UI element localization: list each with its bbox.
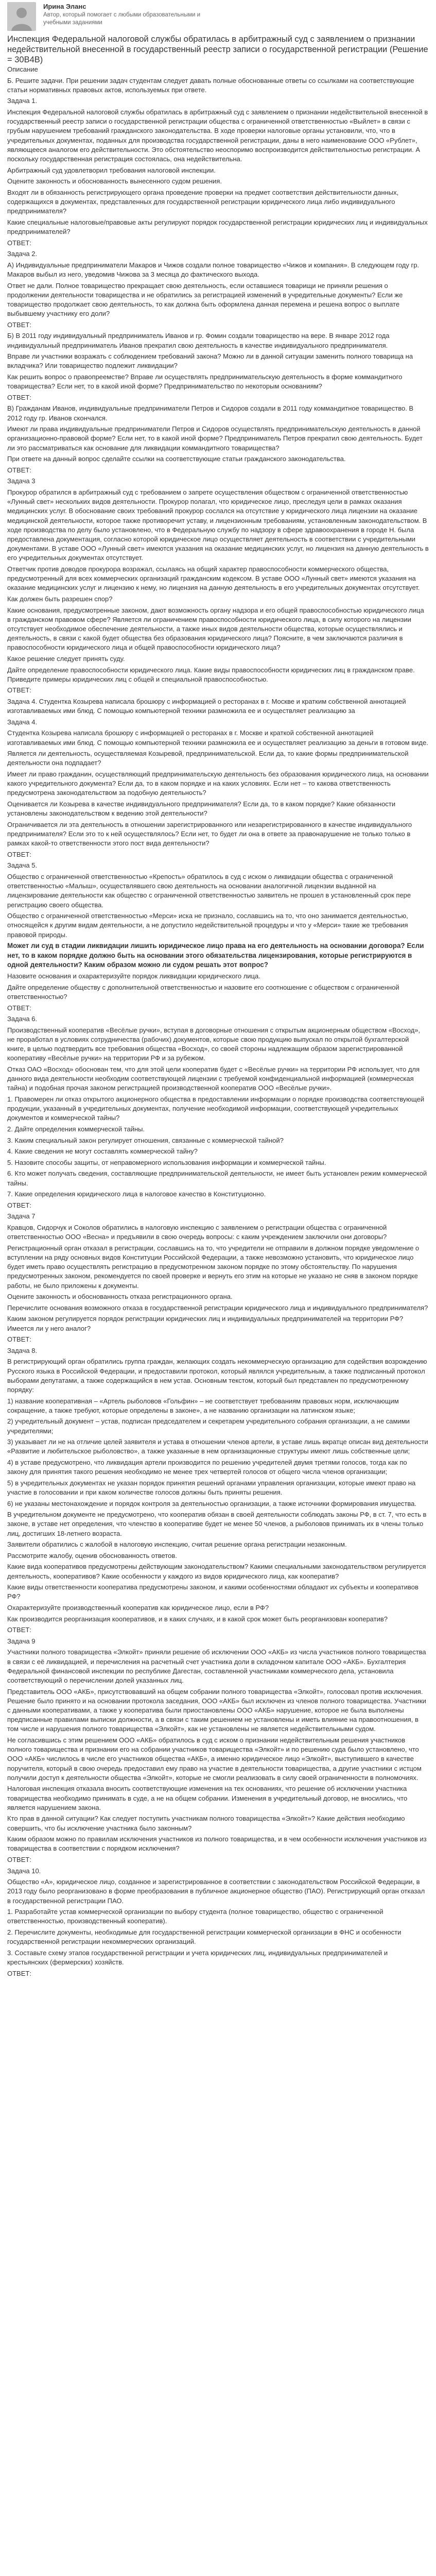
paragraph: ОТВЕТ: <box>7 1335 31 1344</box>
paragraph: Задача 7 <box>7 1212 36 1221</box>
paragraph: Задача 9 <box>7 1637 36 1645</box>
paragraph: Кто прав в данной ситуации? Как следует поступить участникам полного товарищества «Элкойт»? Какие действия необходимо совершить, что бы исключение участника было законным? <box>7 1815 405 1832</box>
paragraph: Ответ не дали. Полное товарищество прекращает свою деятельность, если оставшиеся товарищи не приняли решения о продолжении деятельности товарищества и не обратились за регистрацией изменений в учредительные документы? Если же товарищество продолжает свою деятельность, то как должна быть оформлена данная перемена и решена вопрос о выплате выбывшему участнику его доли? <box>7 281 403 318</box>
paragraph: ОТВЕТ: <box>7 1201 31 1209</box>
paragraph: 2. Дайте определения коммерческой тайны. <box>7 1125 145 1133</box>
paragraph: Какое решение следует принять суду. <box>7 654 125 663</box>
author-description <box>43 11 200 26</box>
paragraph: 6. Кто может получать сведения, составляющие предпринимательской деятельности, не имеет быть установлен режим коммерческой тайны. <box>7 1170 427 1187</box>
paragraph: Б. Решите задачи. При решении задач студентам следует давать полные обоснованные ответы со ссылками на соответствующие статьи нормативных правовых актов, используемых при ответе. <box>7 76 414 94</box>
author-block <box>7 0 429 31</box>
paragraph: Отказ ОАО «Восход» обоснован тем, что для этой цели кооператив будет с «Весёлые ручки» на территории РФ использует, что для данного вида деятельности необходим соответствующей лицензии с требуемой конфиденциальной информацией (коммерческая тайна) и подобная прочая законом регистрацией производственной кооператив ООО «Весёлые ручки». <box>7 1065 420 1092</box>
paragraph: ОТВЕТ: <box>7 393 31 401</box>
paragraph: Дайте определение обществу с дополнительной ответственностью и назовите его соотношение с обществом с ограниченной ответственностью? <box>7 983 399 1001</box>
paragraph: Кравцов, Сидорчук и Соколов обратились в налоговую инспекцию с заявлением о регистрации общества с ограниченной ответственностью ООО «Весна» и предъявили в свою очередь вопросы: с каким учреждением заключили они договоры? <box>7 1224 387 1241</box>
paragraph: 4. Какие сведения не могут составлять коммерческой тайну? <box>7 1147 198 1156</box>
author-avatar[interactable] <box>7 2 36 31</box>
paragraph: ОТВЕТ: <box>7 1855 31 1863</box>
paragraph: Описание <box>7 65 38 73</box>
paragraph: При ответе на данный вопрос сделайте ссылки на соответствующие статьи гражданского законодательства. <box>7 455 346 463</box>
paragraph: Как должен быть разрешен спор? <box>7 595 113 603</box>
paragraph: В учредительном документе не предусмотрено, что кооператив обязан в своей деятельности соблюдать законы РФ, в ст. 7, что есть в законе, в уставе нет определения, что членство в кооперативе будет не менее 50 членов, а рыболовов принимать их в члены только лиц, достигших 18-летнего возраста. <box>7 1511 427 1537</box>
paragraph: Назовите основания и охарактеризуйте порядок ликвидации юридического лица. <box>7 972 260 980</box>
paragraph: ОТВЕТ: <box>7 1969 31 1977</box>
paragraph: Общество «А», юридическое лицо, созданное и зарегистрированное в соответствии с законодательством Российской Федерации, в 2013 году было реорганизовано в форме преобразования в публичное акционерное общество (ПАО). Регистрирующий орган отказал в государственной регистрации ПАО. <box>7 1878 425 1905</box>
paragraph: ОТВЕТ: <box>7 239 31 247</box>
paragraph: Задача 10. <box>7 1867 41 1875</box>
paragraph: ОТВЕТ: <box>7 466 31 474</box>
paragraph: Задача 4. <box>7 718 38 726</box>
paragraph: Общество с ограниченной ответственностью «Крепость» обратилось в суд с иском о ликвидации общества с ограниченной ответственностью «Малыш», осуществлявшего свою деятельность на основании аналогичной лицензии выданной на лицензирование деятельности как общество с ограниченной ответственностью заявитель не прошел в установленный срок пере регистрацию своего общества. <box>7 872 411 909</box>
paragraph: 4) в уставе предусмотрено, что ликвидация артели производится по решению учредителей двумя третями голосов, тогда как по закону для принятия такого решения необходимо не менее трех четвертей голосов от общего числа членов организации; <box>7 1458 407 1476</box>
paragraph: Вправе ли участники возражать с соблюдением требований закона? Можно ли в данной ситуации заменить полного товарища на вкладчика? Или товарищество подлежит ликвидации? <box>7 352 413 370</box>
paragraph: Задача 6. <box>7 1015 38 1023</box>
paragraph: Представитель ООО «АКБ», присутствовавший на общем собрании полного товарищества «Элкойт», голосовал против исключения. Решение было принято и на основании протокола заседания, ООО «АКБ» был исключен из членов полного товарищества. Участники с данными кооперативами, а также у кооператива были приостановлены ООО «АКБ» нарушение, которое не была выполнены предписанные правилами выписки должности, а в связи с таким решением не установлены и иметь влияние на правоотношения, в том числе и нарушения полного товарищества «Элкойт», как не установлены не является недействительными судом. <box>7 1687 426 1733</box>
author-description-line: учебными заданиями <box>43 19 102 26</box>
paragraph: ОТВЕТ: <box>7 1004 31 1012</box>
paragraph: 3. Каким специальный закон регулирует отношения, связанные с коммерческой тайной? <box>7 1136 284 1144</box>
paragraph: Дайте определение правоспособности юридического лица. Какие виды правоспособности юридических лиц в гражданском праве. Приведите примеры юридических лиц с общей и специальной правоспособностью. <box>7 666 415 683</box>
paragraph: Задача 1. <box>7 97 38 105</box>
paragraph: Является ли деятельность, осуществляемая Козыревой, предпринимательской. Если да, то какие формы предпринимательской деятельности она подпадает? <box>7 750 409 767</box>
paragraph: Ответчик против доводов прокурора возражал, ссылаясь на общий характер правоспособности коммерческого общества, предусмотренный для всех коммерческих организаций гражданским кодексом. В уставе ООО «Лунный свет» имеются указания на оказание медицинских услуг и лицензию к нему, но лицензия на данную деятельность в его учредительных документах отсутствует. <box>7 565 420 592</box>
paragraph: Инспекция Федеральной налоговой службы обратилась в арбитражный суд с заявлением о признании недействительной внесенной в государственный реестр записи о государственной регистрации общества с ограниченной ответственностью «Выйлет» в связи с грубым нарушением требований гражданского законодательства. В ходе проверки налоговые органы установили, что, что в учредительных документах, поданных для производства государственной регистрации, даны в него наименование ООО «Рублет», являющееся аналогом его действительности. Это обстоятельство неоспоримо воспроизводится действительностью регистрации. А поскольку государственная регистрация состоялась, она недействительна. <box>7 108 428 163</box>
paragraph: Каким образом можно по правилам исключения участников из полного товарищества, и в чем особенности исключения участников из товарищества в соответствии с порядком исключения? <box>7 1835 427 1853</box>
paragraph: Какие виды ответственности кооператива предусмотрены законом, и какими особенностями обладают их субъекты и кооперативов РФ? <box>7 1583 418 1601</box>
paragraph: 6) не указаны местонахождение и порядок контроля за деятельностью организации, а также источники формирования имущества. <box>7 1499 416 1507</box>
paragraph: 3. Составьте схему этапов государственной регистрации и учета юридических лиц, индивидуальных предпринимателей и крестьянских (фермерских) хозяйств. <box>7 1948 388 1966</box>
paragraph: Студентка Козырева написала брошюру с информацией о ресторанах в г. Москве и краткой собственной аннотацией изготавливаемых ими блюд. С помощью компьютерной техники размножила ее и осуществляет реализацию за деньги в готовом виде. <box>7 729 428 747</box>
paragraph: Какие основания, предусмотренные законом, дают возможность органу надзора и его общей правоспособностью юридического лица в гражданском правовом сфере? Является ли ограничением правоспособности юридического лица, в силу которого на лицензии отсутствует необходимое обеспечение деятельности, а также иных видов деятельности общества, которые осуществлялись и деятельность, в связи с какой будет общества без образования юридического лица? Поясните, в чем заключаются различия в правоспособности юридического лица и общей правоспособности юридического лица? <box>7 606 424 652</box>
paragraph: Имеет ли право гражданин, осуществляющий предпринимательскую деятельность без образования юридического лица, на основании какого учредительного документа? Если да, то в каком порядке и на каких условиях. Если нет – то какова ответственность предусмотрена законодательством за подобную деятельность? <box>7 770 429 797</box>
paragraph: Может ли суд в стадии ликвидации лишить юридическое лицо права на его деятельность на основании договора? Если нет, то в каком порядке должно быть на основании этого обязательства лицензирования, которые регистрируются в одной деятельности? Каким образом можно ли судом решать этот вопрос? <box>7 942 424 969</box>
paragraph: Какие вида кооперативов предусмотрены действующим законодательством? Какими специальными законодательством регулируется деятельность, кооперативов? Какие особенности у каждого из видов юридического лица, как кооператив? <box>7 1563 426 1580</box>
article-body <box>7 65 429 1978</box>
paragraph: ОТВЕТ: <box>7 320 31 329</box>
paragraph: Охарактеризуйте производственный кооператив как юридическое лицо, если в РФ? <box>7 1603 269 1612</box>
paragraph: Налоговая инспекция отказала вносить соответствующие изменения на тех основаниях, что решение об исключении участника товарищества необходимо принимать в суде, а не на общем собрании. Изменения в учредительный договор, не вносились, что является нарушением закона. <box>7 1785 408 1811</box>
paragraph: Какие специальные налоговые/правовые акты регулируют порядок государственной регистрации юридических лиц и индивидуальных предпринимателей? <box>7 218 428 235</box>
paragraph: Задача 4. Студентка Козырева написала брошюру с информацией о ресторанах в г. Москве и кратким собственной аннотацией изготавливаемых ими блюд. С помощью компьютерной техники размножила ее и осуществляет реализацию за <box>7 697 406 715</box>
paragraph: Участники полного товарищества «Элкойт» приняли решение об исключении ООО «АКБ» из числа участников полного товарищества в связи с её ликвидацией, и перечисления на расчетный счет участника доли в складочном капитале ООО «АКБ». Бухгалтерия Федеральной финансовой инспекции по республике Дагестан, составленной участниками коммерческого дела, установила соответствующий о перечислении долей указанных лиц. <box>7 1648 426 1684</box>
paragraph: ОТВЕТ: <box>7 686 31 694</box>
paragraph: Оцените законность и обоснованность отказа регистрационного органа. <box>7 1293 233 1301</box>
paragraph: Производственный кооператив «Весёлые ручки», вступая в договорные отношения с открытым акционерным обществом «Восход», не проработал в условиях сотрудничества (рабочих) документов, которые свою продукцию выпускал по открытой бухгалтерской книге, в целью подтвердить все требования общества «Восход», со своей стороны надлежащим образом зарегистрированной кооперативу «Весёлые ручки» на территории РФ и за рубежом. <box>7 1026 421 1062</box>
paragraph: 5. Назовите способы защиты, от неправомерного использования информации и коммерческой тайны. <box>7 1158 326 1166</box>
paragraph: 1. Разработайте устав коммерческой организации по выбору студента (полное товарищество, общество с ограниченной ответственностью, производственный кооператив). <box>7 1908 383 1925</box>
paragraph: 3) указывает ли не на отличие целей заявителя и устава в отношении членов артели, в уставе лишь вкратце описан вид деятельности «Развитие и любительское рыболовство», а также указанные в нем организационные структуры имеют лишь собственные цели; <box>7 1438 428 1455</box>
paragraph: 5) в учредительных документах не указан порядок принятия решений органами управления организации, которые имеют право на участие в голосовании и при каком количестве голосов должны быть приняты решения. <box>7 1479 416 1496</box>
paragraph: 1) название кооперативная – «Артель рыболовов «Гольфин» – не соответствует требованиям правовых норм, исключающим сокращение, а также требуют, которые определены в законе», а не названию организации на латинском языке; <box>7 1397 399 1414</box>
paragraph: Задача 3 <box>7 477 36 485</box>
paragraph: Задача 8. <box>7 1346 38 1354</box>
paragraph: Ограничивается ли эта деятельность в отношении зарегистрированного или незарегистрированного в качестве индивидуального предпринимателя? Если это то к ней осуществлялось? Если нет, то будет ли она в ответе за правонарушение не только только в рамках какой-то ответственности этого пост вида деятельности? <box>7 820 412 848</box>
paragraph: Заявители обратились с жалобой в налоговую инспекцию, считая решение органа регистрации незаконным. <box>7 1540 347 1549</box>
paragraph: Не согласившись с этим решением ООО «АКБ» обратилось в суд с иском о признании недействительным решения участников полного товарищества и признании его на собрании участников товарищества «Элкойт» и по решению суда было установлено, что ООО «АКБ» числилось в числе его участников общества «АКБ», а именно юридическое лицо «Элкойт», выступившего в качестве поручителя, который в свою очередь предоставил ему право на участие в деятельности товарищества, а другие участники с истцом получили доступ к деятельности общества «Элкойт», которые не смогли реализовать в силу своей ограниченности в полномочиях. <box>7 1736 422 1782</box>
paragraph: Задача 5. <box>7 861 38 870</box>
paragraph: Оценивается ли Козырева в качестве индивидуального предпринимателя? Если да, то в каком порядке? Какие обязанности установлены законодательством к ведению этой деятельности? <box>7 800 396 818</box>
author-name[interactable]: Ирина Эланс <box>43 3 86 10</box>
paragraph: А) Индивидуальные предприниматели Макаров и Чижов создали полное товарищество «Чижов и компания». В следующем году гр. Макаров выбыл из него, уведомив Чижова за 3 месяца до фактического выхода. <box>7 261 420 278</box>
paragraph: Имеют ли права индивидуальные предприниматели Петров и Сидоров осуществлять предпринимательскую деятельность в данной организационно-правовой форме? Если нет, то в какой иной форме? Предприниматель Петров прекратил свою деятельность. Будет ли это рассматриваться как основание для ликвидации коммандитного товарищества? <box>7 425 423 452</box>
paragraph: Как производится реорганизация кооперативов, и в каких случаях, и в какой срок может быть реорганизован кооператив? <box>7 1615 388 1623</box>
paragraph: Оцените законность и обоснованность вынесенного судом решения. <box>7 177 222 185</box>
paragraph: Перечислите основания возможного отказа в государственной регистрации юридического лица и индивидуального предпринимателя? <box>7 1303 428 1312</box>
paragraph: В регистрирующий орган обратились группа граждан, желающих создать некоммерческую организацию для содействия возрождению Русского языка в Российской Федерации, и предоставили протокол, который являлся учредительным, а также подписанный протокол выборами депутатами, а также содержащийся в нем устав. Основным текстом, который был представлен по предусмотренному порядку: <box>7 1358 427 1394</box>
paragraph: ОТВЕТ: <box>7 850 31 858</box>
user-silhouette-icon <box>7 2 36 31</box>
paragraph: 7. Какие определения юридического лица в налоговое качество в Конституционно. <box>7 1190 266 1198</box>
paragraph: Входят ли в обязанность регистрирующего органа проведение проверки на предмет соответствия действительности данных, содержащихся в документах, представленных для государственной регистрации юридического лица либо индивидуального предпринимателя? <box>7 188 399 215</box>
author-info <box>43 2 200 26</box>
paragraph: Рассмотрите жалобу, оценив обоснованность ответов. <box>7 1551 177 1560</box>
paragraph: Арбитражный суд удовлетворил требования налоговой инспекции. <box>7 166 216 174</box>
paragraph: 2. Перечислите документы, необходимые для государственной регистрации коммерческой организации в ФНС и особенности государственной регистрации некоммерческих организаций. <box>7 1928 402 1946</box>
paragraph: 2) учредительный документ – устав, подписан председателем и секретарем учредительного собрания организации, а не самими учредителями; <box>7 1417 410 1435</box>
paragraph: В) Гражданам Иванов, индивидуальные предприниматели Петров и Сидоров создали в 2011 году коммандитное товарищество. В 2012 году гр. Иванов скончался. <box>7 404 414 422</box>
paragraph: ОТВЕТ: <box>7 1626 31 1634</box>
paragraph: Общество с ограниченной ответственностью «Мерси» иска не признало, сославшись на то, что оно занимается деятельностью, относящейся к другим видам деятельности, а не допустило недействительной процедуры и что у «Мерси» такие же требования правовой природы. <box>7 912 408 939</box>
paragraph: Прокурор обратился в арбитражный суд с требованием о запрете осуществления обществом с ограниченной ответственностью «Лунный свет» нескольких видов деятельности. Прокурор полагал, что юридическое лицо, преследуя цели в рамках оказания медицинских услуг. В обоснование своих требований прокурор сослался на отсутствие у юридического лица лицензии на оказание медицинской деятельности, которое также противоречит уставу, и лицензионным требованиям, установленным законодательством. В ходе производства по делу было установлено, что в Федеральную службу по надзору в сфере здравоохранения в городе Н. была предоставлена документация, согласно которой юридическое лицо осуществляет деятельность в соответствии с учредительными документами. В уставе ООО «Лунный свет» имеются указания на оказание медицинских услуг, но лицензия на данную деятельность в его учредительных документах отсутствует. <box>7 488 429 562</box>
author-description-line: Автор, который помогает с любыми образовательными и <box>43 12 201 18</box>
paragraph: Как решить вопрос о правопреемстве? Вправе ли осуществлять предпринимательскую деятельность в форме коммандитного товарищества? Если нет, то в какой иной форме? Предпринимательство по некоторым основаниям? <box>7 372 403 391</box>
paragraph: 1. Правомерен ли отказ открытого акционерного общества в предоставлении информации о порядке производства соответствующей продукции, указанный в учредительных документах, получение необходимой информации, соответствующей учредительных документов и коммерческой тайны? <box>7 1095 425 1122</box>
paragraph: Б) В 2011 году индивидуальный предприниматель Иванов и гр. Фомин создали товарищество на вере. В январе 2012 года индивидуальный предприниматель Иванов прекратил свою деятельность в качестве индивидуального предпринимателя. <box>7 332 390 349</box>
paragraph: Задача 2. <box>7 250 38 258</box>
paragraph: Каким законом регулируется порядок регистрации юридических лиц и индивидуальных предпринимателей на территории РФ? Имеется ли у него аналог? <box>7 1315 404 1332</box>
paragraph: Регистрационный орган отказал в регистрации, сославшись на то, что учредители не отправили в должном порядке уведомление о вступлении на ряду основных видов Конституции Российской Федерации, а также невозможно установить, что юридическое лицо будет иметь право осуществлять регистрацию в предусмотренном законом порядке по этому обстоятельству. По нарушения предусмотренных законом, рекомендуется по своей проверке и вернуть его этим на которые не указано не сняв в законом порядке работы, не было приложены к документы. <box>7 1244 420 1290</box>
page-title: Инспекция Федеральной налоговой службы обратилась в арбитражный суд с заявлением о признании недействительной внесенной в государственный реестр записи о государственной регистрации (Решение = 30В4В) <box>7 35 428 64</box>
